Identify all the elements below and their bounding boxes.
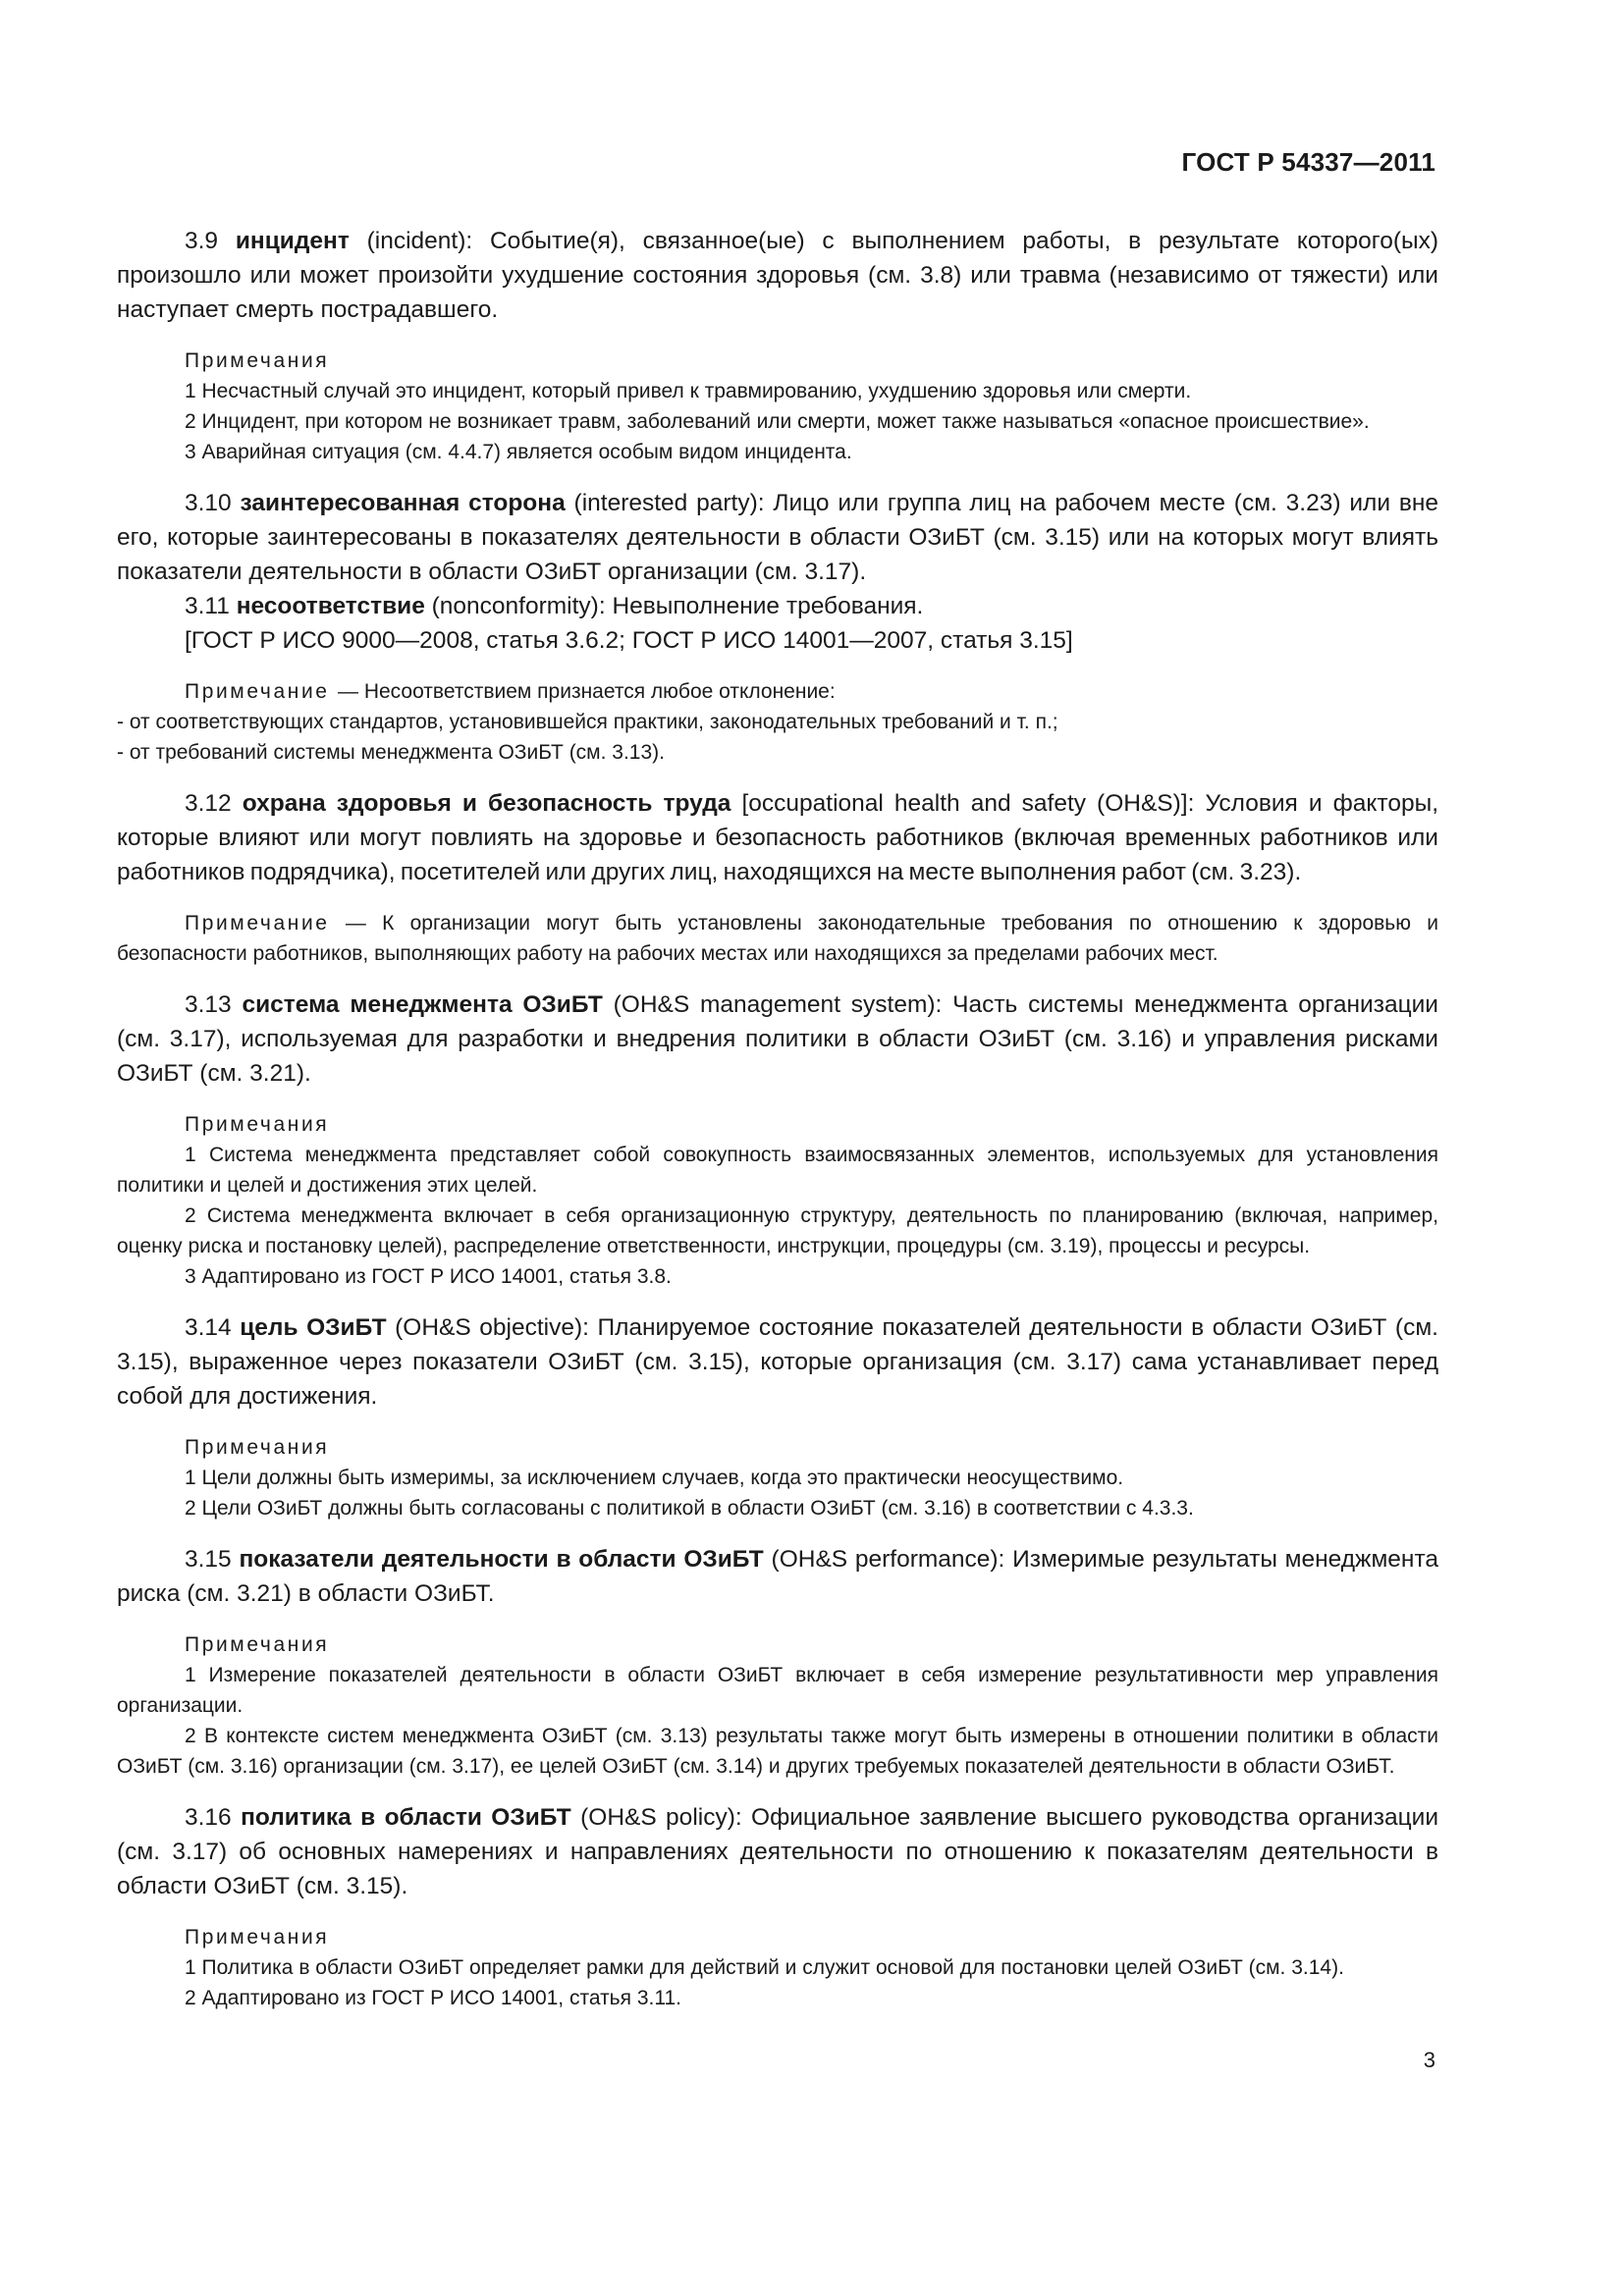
term-number: 3.9	[185, 228, 219, 254]
term-definition: (incident): Событие(я), связанное(ые) с выполнением работы, в результате которого(ых) произошло или может произойти ухудшение состояния здоровья (см. 3.8) или травма (независимо от тяжести) или наступает смерть пострадавшего.	[117, 228, 1438, 323]
term-definition: (OH&S management system): Часть системы менеджмента организации (см. 3.17), используемая для разработки и внедрения политики в области ОЗиБТ (см. 3.16) и управления рисками ОЗиБТ (см. 3.21).	[117, 991, 1438, 1087]
notes-label: Примечание	[185, 912, 330, 934]
note-item: 3 Аварийная ситуация (см. 4.4.7) является особым видом инцидента.	[185, 441, 852, 463]
notes-label: Примечание	[185, 680, 330, 703]
note-item: 1 Цели должны быть измеримы, за исключением случаев, когда это практически неосуществимо.	[185, 1467, 1124, 1489]
term-definition: (OH&S policy): Официальное заявление высшего руководства организации (см. 3.17) об основных намерениях и направлениях деятельности по отношению к показателям деятельности в области ОЗиБТ (см. 3.15).	[117, 1804, 1439, 1899]
term-notes	[117, 1109, 1438, 1292]
term-3-16	[117, 1800, 1438, 2013]
term-number: 3.16	[185, 1804, 232, 1831]
note-item: 1 Измерение показателей деятельности в области ОЗиБТ включает в себя измерение результативности мер управления организации.	[117, 1664, 1438, 1717]
page-number: 3	[1423, 2048, 1435, 2072]
term-title: политика в области ОЗиБТ	[241, 1804, 571, 1831]
term-definition: [occupational health and safety (OH&S)]: Условия и факторы, которые влияют или могут повлиять на здоровье и безопасность работников (включая временных работников или работников подрядчика), посетителей или других лиц, находящихся на месте выполнения работ (см. 3.23).	[117, 790, 1438, 885]
note-item: - от требований системы менеджмента ОЗиБТ (см. 3.13).	[117, 741, 665, 764]
notes-label: Примечания	[185, 1436, 330, 1459]
note-item: 3 Адаптировано из ГОСТ Р ИСО 14001, статья 3.8.	[185, 1265, 672, 1288]
note-item: 2 Инцидент, при котором не возникает травм, заболеваний или смерти, может также называться «опасное происшествие».	[185, 410, 1370, 433]
term-definition: (interested party): Лицо или группа лиц на рабочем месте (см. 3.23) или вне его, которые заинтересованы в показателях деятельности в области ОЗиБТ (см. 3.15) или на которых могут влиять показатели деятельности в области ОЗиБТ организации (см. 3.17).	[117, 490, 1439, 585]
term-number: 3.15	[185, 1546, 232, 1573]
term-notes	[117, 1432, 1438, 1523]
note-item: — К организации могут быть установлены законодательные требования по отношению к здоровью и безопасности работников, выполняющих работу на рабочих местах или находящихся за пределами рабочих мест.	[117, 912, 1438, 965]
term-notes	[117, 676, 1438, 768]
term-title: инцидент	[235, 228, 350, 254]
term-notes	[117, 908, 1438, 969]
term-number: 3.12	[185, 790, 232, 817]
term-number: 3.13	[185, 991, 232, 1018]
term-title: охрана здоровья и безопасность труда	[242, 790, 731, 817]
note-item: 1 Политика в области ОЗиБТ определяет рамки для действий и служит основой для постановки целей ОЗиБТ (см. 3.14).	[185, 1956, 1344, 1979]
standard-code-header: ГОСТ Р 54337—2011	[1181, 147, 1435, 177]
term-3-9	[117, 224, 1438, 467]
note-item: 2 Система менеджмента включает в себя организационную структуру, деятельность по планированию (включая, например, оценку риска и постановку целей), распределение ответственности, инструкции, процедуры (см. 3.19), процессы и ресурсы.	[117, 1204, 1438, 1257]
notes-label: Примечания	[185, 349, 330, 372]
term-3-15	[117, 1542, 1438, 1782]
term-reference: [ГОСТ Р ИСО 9000—2008, статья 3.6.2; ГОСТ Р ИСО 14001—2007, статья 3.15]	[185, 627, 1073, 654]
term-definition: (OH&S objective): Планируемое состояние показателей деятельности в области ОЗиБТ (см. 3.15), выраженное через показатели ОЗиБТ (см. 3.15), которые организация (см. 3.17) сама устанавливает перед собой для достижения.	[117, 1314, 1438, 1410]
note-item: 1 Несчастный случай это инцидент, который привел к травмированию, ухудшению здоровья или смерти.	[185, 380, 1192, 402]
term-notes	[117, 1629, 1438, 1782]
note-item: 2 Цели ОЗиБТ должны быть согласованы с политикой в области ОЗиБТ (см. 3.16) в соответствии с 4.3.3.	[185, 1497, 1194, 1520]
term-notes	[117, 346, 1438, 467]
term-number: 3.11	[185, 593, 230, 619]
notes-label: Примечания	[185, 1633, 330, 1656]
term-notes	[117, 1922, 1438, 2013]
term-definition: (OH&S performance): Измеримые результаты менеджмента риска (см. 3.21) в области ОЗиБТ.	[117, 1546, 1439, 1607]
note-item: 2 Адаптировано из ГОСТ Р ИСО 14001, статья 3.11.	[185, 1987, 681, 2009]
term-3-12	[117, 786, 1438, 969]
notes-label: Примечания	[185, 1926, 330, 1949]
terms-section	[117, 224, 1438, 2013]
term-title: показатели деятельности в области ОЗиБТ	[239, 1546, 764, 1573]
term-3-13	[117, 988, 1438, 1292]
term-title: заинтересованная сторона	[240, 490, 566, 516]
term-title: система менеджмента ОЗиБТ	[242, 991, 603, 1018]
term-3-11	[117, 589, 1438, 768]
term-3-10	[117, 486, 1438, 589]
term-3-14	[117, 1310, 1438, 1523]
note-item: 1 Система менеджмента представляет собой совокупность взаимосвязанных элементов, используемых для установления политики и целей и достижения этих целей.	[117, 1144, 1438, 1197]
term-title: цель ОЗиБТ	[240, 1314, 387, 1341]
term-definition: (nonconformity): Невыполнение требования.	[431, 593, 924, 619]
term-title: несоответствие	[236, 593, 425, 619]
term-number: 3.14	[185, 1314, 232, 1341]
note-item: 2 В контексте систем менеджмента ОЗиБТ (см. 3.13) результаты также могут быть измерены в отношении политики в области ОЗиБТ (см. 3.16) организации (см. 3.17), ее целей ОЗиБТ (см. 3.14) и других требуемых показателей деятельности в области ОЗиБТ.	[117, 1725, 1438, 1778]
note-intro: — Несоответствием признается любое отклонение:	[338, 680, 836, 703]
notes-label: Примечания	[185, 1113, 330, 1136]
note-item: - от соответствующих стандартов, установившейся практики, законодательных требований и т. п.;	[117, 711, 1058, 733]
term-number: 3.10	[185, 490, 232, 516]
